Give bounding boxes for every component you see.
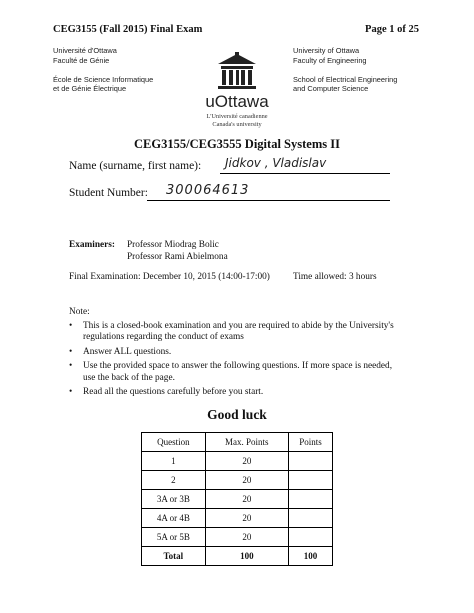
table-row [142,471,333,490]
total-label: Total [142,547,206,566]
table-header-row [142,433,333,452]
max-points-cell: 20 [205,509,288,528]
max-points-cell: 20 [205,452,288,471]
header-max-points: Max. Points [205,433,288,452]
student-number-handwritten-value: 300064613 [166,183,250,198]
good-luck-heading: Good luck [207,407,267,422]
fr-line: et de Génie Électrique [53,84,127,94]
fr-line: Université d'Ottawa [53,46,117,55]
en-line: Faculty of Engineering [293,55,367,65]
table-row [142,490,333,509]
header-question: Question [142,433,206,452]
bullet-icon: • [69,387,73,398]
examiners-label: Examiners: [69,240,115,250]
institution-french [53,46,153,94]
note-item [69,321,405,344]
question-cell: 1 [142,452,206,471]
notes-list [69,321,405,401]
note-item [69,387,405,398]
points-cell[interactable] [288,471,332,490]
note-item [69,361,405,384]
max-points-cell: 20 [205,490,288,509]
university-tagline [0,113,474,128]
table-total-row [142,547,333,566]
en-line: and Computer Science [293,84,369,94]
en-line: University of Ottawa [293,46,360,55]
examiners-list [127,239,228,263]
question-cell: 5A or 5B [142,528,206,547]
note-text: Use the provided space to answer the following questions. If more space is needed, use the back of the page. [83,361,393,383]
question-cell: 2 [142,471,206,490]
fr-line: Faculté de Génie [53,55,110,65]
note-text: Answer ALL questions. [83,346,172,357]
max-points-cell: 20 [205,471,288,490]
question-cell: 3A or 3B [142,490,206,509]
points-cell[interactable] [288,509,332,528]
points-cell[interactable] [288,490,332,509]
note-item [69,347,405,358]
table-row [142,452,333,471]
points-table [141,432,333,566]
points-cell[interactable] [288,528,332,547]
examiner-name: Professor Miodrag Bolic [127,240,219,250]
student-number-label: Student Number: [69,187,148,199]
name-handwritten-value: Jidkov , Vladislav [225,156,327,170]
header-course: CEG3155 (Fall 2015) Final Exam [53,24,203,35]
total-points: 100 [288,547,332,566]
table-row [142,528,333,547]
bullet-icon: • [69,346,73,357]
note-text: This is a closed-book examination and you are required to abide by the University's regulations regarding the conduct of exams [83,321,394,343]
name-field-label: Name (surname, first name): [69,160,202,172]
header-page-number: Page 1 of 25 [365,24,419,35]
total-max-points: 100 [205,547,288,566]
points-cell[interactable] [288,452,332,471]
max-points-cell: 20 [205,528,288,547]
note-label: Note: [69,307,90,317]
exam-title: CEG3155/CEG3555 Digital Systems II [134,137,340,151]
university-logo-icon [212,52,262,92]
university-wordmark: uOttawa [205,92,269,111]
examiner-name: Professor Rami Abielmona [127,252,228,262]
en-line: School of Electrical Engineering [293,74,398,84]
exam-date: Final Examination: December 10, 2015 (14:00-17:00) [69,272,270,282]
table-row [142,509,333,528]
tagline-english: Canada's university [212,120,262,128]
bullet-icon: • [69,361,73,372]
question-cell: 4A or 4B [142,509,206,528]
bullet-icon: • [69,321,73,331]
note-text: Read all the questions carefully before you start. [83,387,264,398]
time-allowed: Time allowed: 3 hours [293,272,377,282]
tagline-french: L'Université canadienne [206,113,268,120]
fr-line: École de Science Informatique [53,74,154,84]
institution-english [293,46,397,94]
header-points: Points [288,433,332,452]
